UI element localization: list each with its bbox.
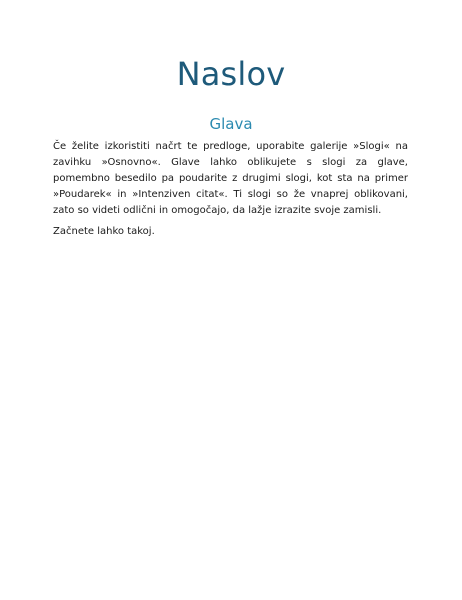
- body-paragraph-start: Začnete lahko takoj.: [53, 226, 155, 237]
- document-heading: Glava: [209, 115, 253, 133]
- document-title: Naslov: [176, 55, 286, 93]
- body-paragraph-intro: Če želite izkoristiti načrt te predloge, uporabite galerije »Slogi« na zavihku »Osnovno«. Glave lahko oblikujete s slogi za glave, pomembno besedilo pa poudarite z drugimi slogi, kot sta na primer »Poudarek« in »Intenziven citat«. Ti slogi so že vnaprej oblikovani, zato so videti odlični in omogočajo, da lažje izrazite svoje zamisli.: [53, 141, 408, 216]
